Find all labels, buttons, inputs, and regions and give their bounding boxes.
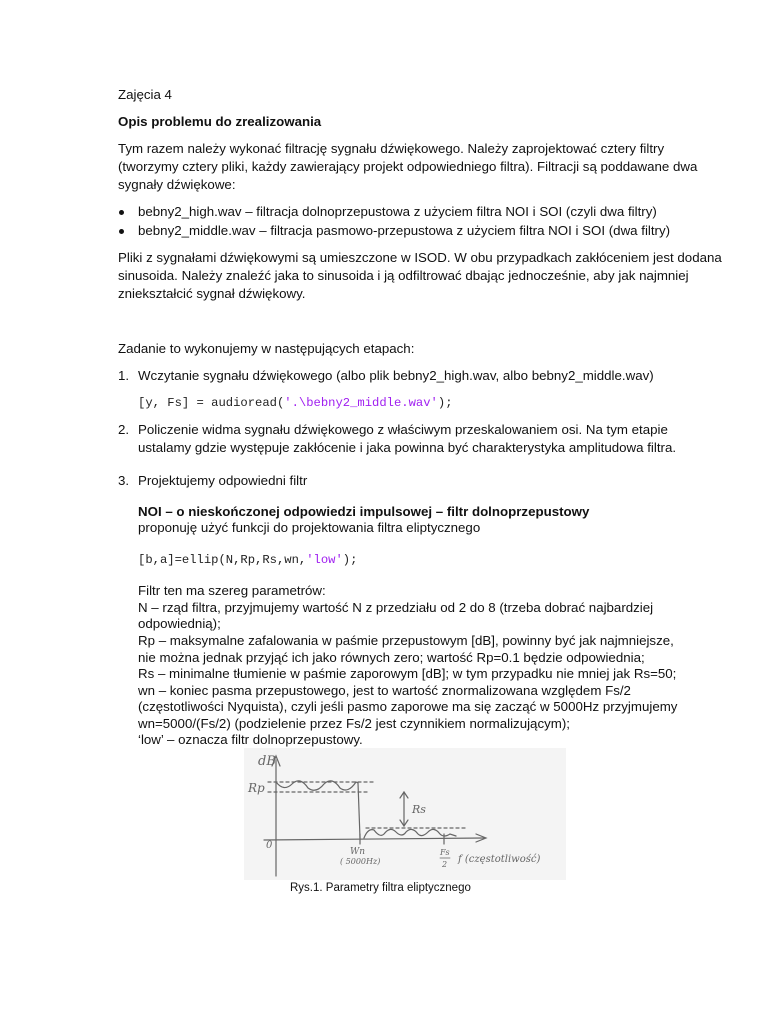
label-fs: Fs — [440, 848, 450, 857]
label-fs-den: 2 — [442, 860, 448, 869]
code-part: [b,a]=ellip(N,Rp,Rs,wn, — [138, 553, 307, 567]
label-zero: 0 — [266, 840, 273, 851]
intro-line: Tym razem należy wykonać filtrację sygnału dźwiękowego. Należy zaprojektować cztery filtry — [118, 141, 665, 156]
intro-line: (tworzymy cztery pliki, każdy zawierający projekt odpowiedniego filtra). Filtracji są poddawane dwa — [118, 159, 698, 174]
code-ellip — [138, 551, 357, 569]
intro-line: sygnały dźwiękowe: — [118, 177, 236, 192]
label-db: dB — [258, 754, 276, 769]
code-part: ); — [437, 396, 453, 410]
param-line: Rp – maksymalne zafalowania w paśmie przepustowym [dB], powinny być jak najmniejsze, — [138, 633, 674, 648]
section-title: Opis problemu do zrealizowania — [118, 114, 322, 129]
label-rs: Rs — [412, 803, 426, 816]
code-string: '.\bebny2_middle.wav' — [284, 396, 438, 410]
code-audioread — [138, 394, 453, 412]
files-line: Pliki z sygnałami dźwiękowymi są umieszczone w ISOD. W obu przypadkach zakłóceniem jest dodana — [118, 250, 722, 265]
label-frequency: f (częstotliwość) — [458, 854, 541, 865]
files-line: zniekształcić sygnał dźwiękowy. — [118, 286, 306, 301]
param-line: (częstotliwości Nyquista), czyli jeśli pasmo zaporowe ma się zacząć w 5000Hz przyjmujemy — [138, 699, 678, 714]
label-rp: Rp — [248, 781, 265, 795]
step-text: Projektujemy odpowiedni filtr — [138, 473, 308, 488]
param-line: ‘low’ – oznacza filtr dolnoprzepustowy. — [138, 732, 363, 747]
param-line: N – rząd filtra, przyjmujemy wartość N z przedziału od 2 do 8 (trzeba dobrać najbardziej — [138, 600, 654, 615]
files-line: sinusoida. Należy znaleźć jaka to sinusoida i ją odfiltrować dbając jednocześnie, aby jak najmniej — [118, 268, 689, 283]
page-heading: Zajęcia 4 — [118, 87, 172, 102]
param-line: Rs – minimalne tłumienie w paśmie zaporowym [dB]; w tym przypadku nie mniej jak Rs=50; — [138, 666, 677, 681]
bullet-icon — [119, 210, 124, 215]
noi-subtitle: proponuję użyć funkcji do projektowania filtra eliptycznego — [138, 520, 481, 535]
code-string: 'low' — [306, 553, 343, 567]
step-text: Wczytanie sygnału dźwiękowego (albo plik bebny2_high.wav, albo bebny2_middle.wav) — [138, 368, 654, 383]
bullet-item: bebny2_middle.wav – filtracja pasmowo-przepustowa z użyciem filtra NOI i SOI (dwa filtry) — [138, 223, 671, 238]
param-line: wn=5000/(Fs/2) (podzielenie przez Fs/2 jest czynnikiem normalizującym); — [138, 716, 570, 731]
step-text: Policzenie widma sygnału dźwiękowego z właściwym przeskalowaniem osi. Na tym etapie — [138, 422, 668, 437]
label-5000hz: ( 5000Hz) — [340, 857, 381, 866]
bullet-icon — [119, 229, 124, 234]
param-line: wn – koniec pasma przepustowego, jest to wartość znormalizowana względem Fs/2 — [138, 683, 631, 698]
step-number: 3. — [118, 473, 130, 488]
step-number: 1. — [118, 368, 130, 383]
param-line: Filtr ten ma szereg parametrów: — [138, 583, 326, 598]
bullet-item: bebny2_high.wav – filtracja dolnoprzepustowa z użyciem filtra NOI i SOI (czyli dwa filtry) — [138, 204, 657, 219]
stages-intro: Zadanie to wykonujemy w następujących etapach: — [118, 341, 415, 356]
noi-title: NOI – o nieskończonej odpowiedzi impulsowej – filtr dolnoprzepustowy — [138, 504, 590, 519]
step-number: 2. — [118, 422, 130, 437]
elliptic-filter-sketch — [244, 748, 566, 880]
code-part: ); — [342, 553, 358, 567]
label-wn: Wn — [350, 847, 366, 857]
figure-caption: Rys.1. Parametry filtra eliptycznego — [290, 882, 471, 894]
param-line: nie można jednak przyjąć ich jako równych zero; wartość Rp=0.1 będzie odpowiednia; — [138, 650, 645, 665]
step-text: ustalamy gdzie występuje zakłócenie i jaka powinna być charakterystyka amplitudowa filtra. — [138, 440, 677, 455]
param-line: odpowiednią); — [138, 616, 221, 631]
code-part: [y, Fs] = audioread( — [138, 396, 285, 410]
